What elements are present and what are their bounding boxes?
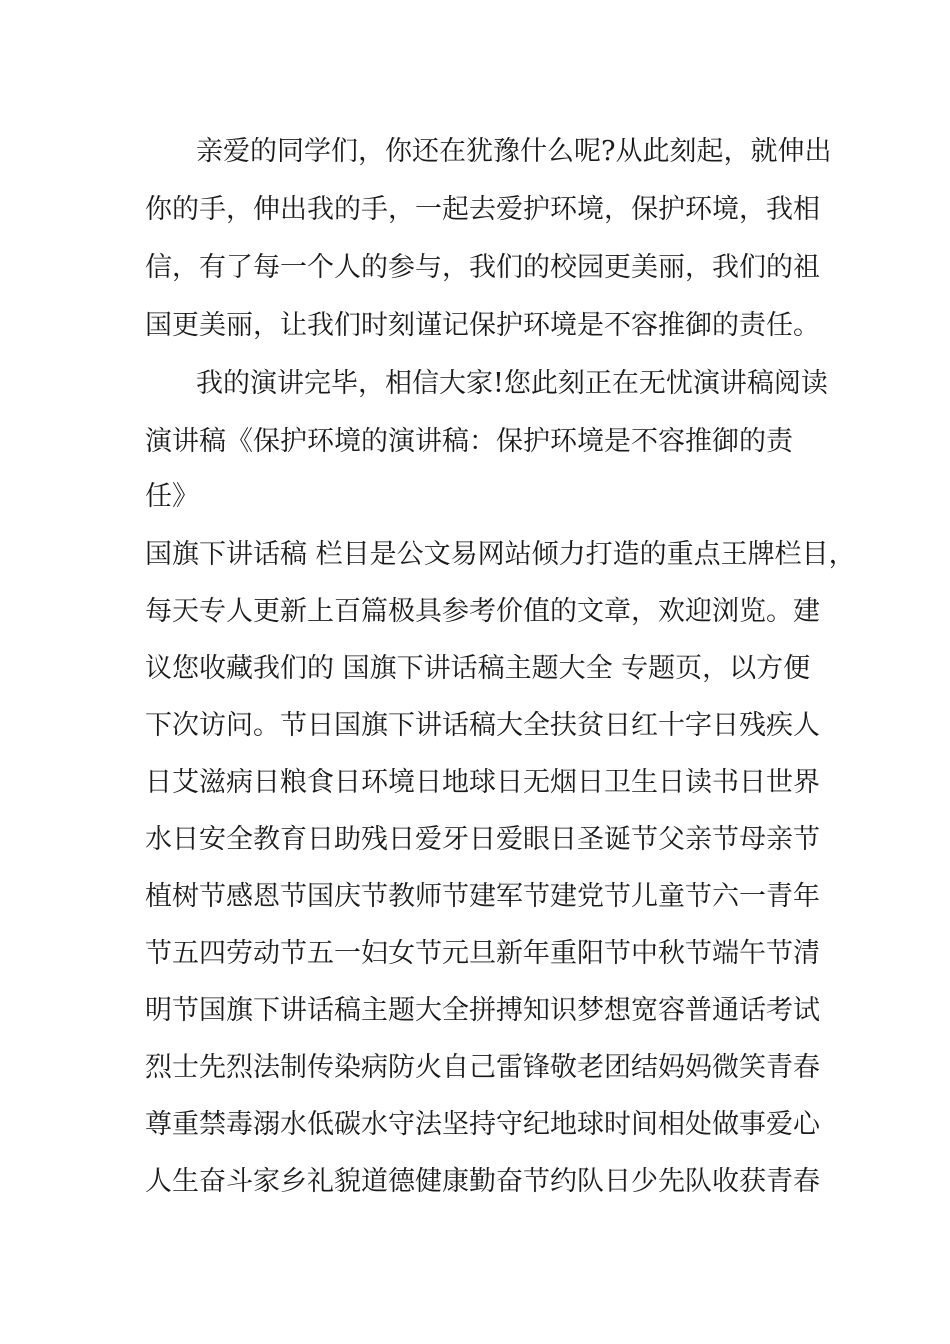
paragraph-3-line-9: 明节国旗下讲话稿主题大全拼搏知识梦想宽容普通话考试 [145, 995, 820, 1026]
paragraph-1-line-2: 你的手，伸出我的手，一起去爱护环境，保护环境，我相 [145, 194, 820, 225]
paragraph-1-line-4: 国更美丽，让我们时刻谨记保护环境是不容推御的责任。 [145, 310, 820, 341]
paragraph-1-line-1: 亲爱的同学们，你还在犹豫什么呢?从此刻起，就伸出 [196, 136, 832, 167]
paragraph-3-line-12: 人生奋斗家乡礼貌道德健康勤奋节约队日少先队收获青春 [145, 1166, 820, 1197]
paragraph-3-line-6: 水日安全教育日助残日爱牙日爱眼日圣诞节父亲节母亲节 [145, 824, 820, 855]
paragraph-3-line-8: 节五四劳动节五一妇女节元旦新年重阳节中秋节端午节清 [145, 938, 820, 969]
paragraph-3-line-3: 议您收藏我们的 国旗下讲话稿主题大全 专题页，以方便 [145, 653, 811, 684]
paragraph-2-line-2: 演讲稿《保护环境的演讲稿：保护环境是不容推御的责 [145, 426, 793, 457]
paragraph-2-line-1: 我的演讲完毕，相信大家!您此刻正在无忧演讲稿阅读 [196, 368, 828, 399]
paragraph-3-line-11: 尊重禁毒溺水低碳水守法坚持守纪地球时间相处做事爱心 [145, 1109, 820, 1140]
paragraph-3-line-2: 每天专人更新上百篇极具参考价值的文章，欢迎浏览。建 [145, 596, 820, 627]
paragraph-1-line-3: 信，有了每一个人的参与，我们的校园更美丽，我们的祖 [145, 252, 820, 283]
paragraph-2-line-3: 任》 [145, 481, 199, 512]
paragraph-3-line-1: 国旗下讲话稿 栏目是公文易网站倾力打造的重点王牌栏目， [145, 539, 856, 570]
paragraph-3-line-5: 日艾滋病日粮食日环境日地球日无烟日卫生日读书日世界 [145, 767, 820, 798]
paragraph-3-line-10: 烈士先烈法制传染病防火自己雷锋敬老团结妈妈微笑青春 [145, 1052, 820, 1083]
paragraph-3-line-4: 下次访问。节日国旗下讲话稿大全扶贫日红十字日残疾人 [145, 710, 820, 741]
paragraph-3-line-7: 植树节感恩节国庆节教师节建军节建党节儿童节六一青年 [145, 881, 820, 912]
